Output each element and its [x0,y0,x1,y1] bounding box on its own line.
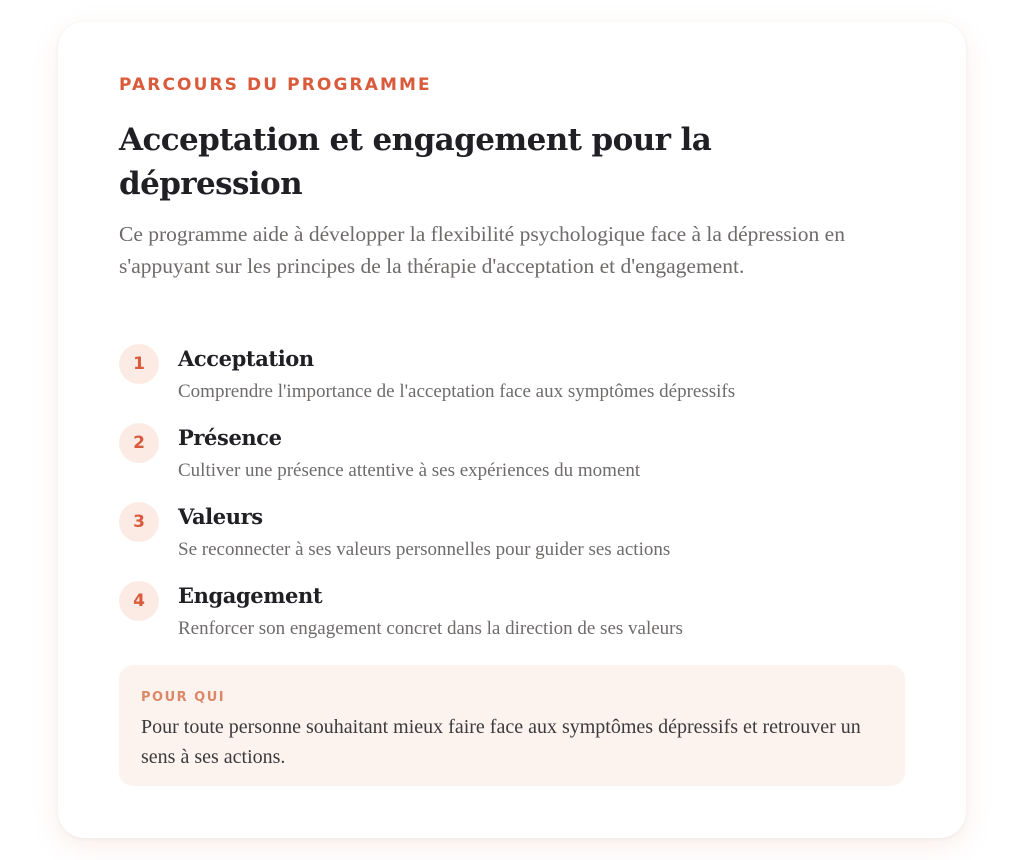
step-title: Engagement [178,583,323,608]
audience-text: Pour toute personne souhaitant mieux faire face aux symptômes dépressifs et retrouver un sens à ses actions. [141,716,861,768]
step-description: Cultiver une présence attentive à ses expériences du moment [178,460,641,481]
step-number-badge: 1 [119,344,159,384]
step-description: Se reconnecter à ses valeurs personnelles pour guider ses actions [178,539,671,560]
step-description: Comprendre l'importance de l'acceptation face aux symptômes dépressifs [178,381,736,402]
step-number-badge: 4 [119,581,159,621]
step-number-badge: 2 [119,423,159,463]
step-item [119,344,919,423]
step-item [119,502,919,581]
audience-label: POUR QUI [141,690,226,705]
step-item [119,423,919,502]
program-title: Acceptation et engagement pour la dépression [119,122,712,202]
step-title: Acceptation [178,346,314,371]
audience-panel [119,665,905,786]
step-item [119,581,919,660]
program-eyebrow: PARCOURS DU PROGRAMME [119,75,432,95]
step-number-badge: 3 [119,502,159,542]
step-list [119,344,919,660]
step-description: Renforcer son engagement concret dans la direction de ses valeurs [178,618,683,639]
step-title: Valeurs [178,504,263,529]
program-description: Ce programme aide à développer la flexibilité psychologique face à la dépression en s'appuyant sur les principes de la thérapie d'acceptation et d'engagement. [119,222,845,278]
program-card [58,22,966,838]
step-title: Présence [178,425,282,450]
